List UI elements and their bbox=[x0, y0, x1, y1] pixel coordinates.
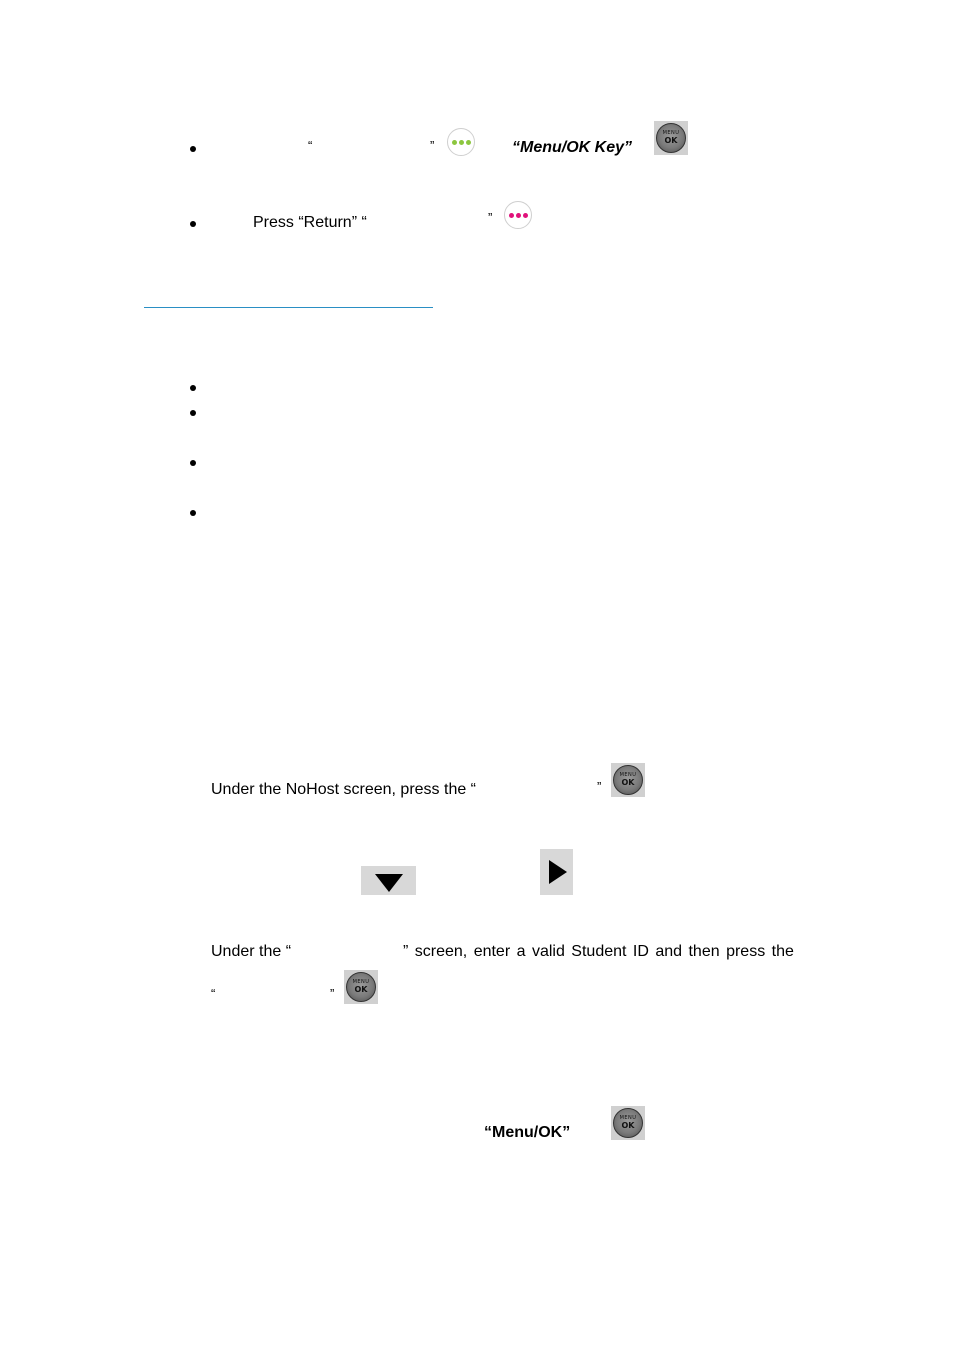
arrow-right-icon bbox=[540, 849, 573, 895]
close-quote: ” bbox=[597, 779, 602, 794]
menu-ok-icon: MENU OK bbox=[654, 121, 688, 155]
menu-ok-icon: MENU OK bbox=[344, 970, 378, 1004]
open-quote: “ bbox=[308, 138, 313, 153]
menu-ok-icon: MENU OK bbox=[611, 1106, 645, 1140]
bullet-1 bbox=[190, 146, 196, 152]
press-return-text: Press “Return” “ bbox=[253, 214, 367, 231]
menu-ok-icon: MENU OK bbox=[611, 763, 645, 797]
step3-text-part1: Under the “ bbox=[211, 943, 292, 960]
close-quote: ” bbox=[430, 138, 435, 153]
bullet-5 bbox=[190, 460, 196, 466]
green-dots-icon bbox=[447, 128, 475, 156]
step3-text-part2: ” screen, enter a valid Student ID and then press the bbox=[403, 943, 794, 960]
bullet-2 bbox=[190, 221, 196, 227]
bullet-4 bbox=[190, 410, 196, 416]
bullet-6 bbox=[190, 510, 196, 516]
menu-ok-label: “Menu/OK” bbox=[484, 1124, 571, 1141]
bullet-3 bbox=[190, 385, 196, 391]
close-quote: ” bbox=[488, 210, 493, 225]
magenta-dots-icon bbox=[504, 201, 532, 229]
step1-text: Under the NoHost screen, press the “ bbox=[211, 781, 477, 798]
link-underline[interactable] bbox=[144, 307, 433, 308]
menu-ok-key-label: “Menu/OK Key” bbox=[512, 139, 633, 156]
open-quote: “ bbox=[211, 986, 216, 1001]
close-quote: ” bbox=[330, 986, 335, 1001]
arrow-down-icon bbox=[361, 866, 416, 895]
